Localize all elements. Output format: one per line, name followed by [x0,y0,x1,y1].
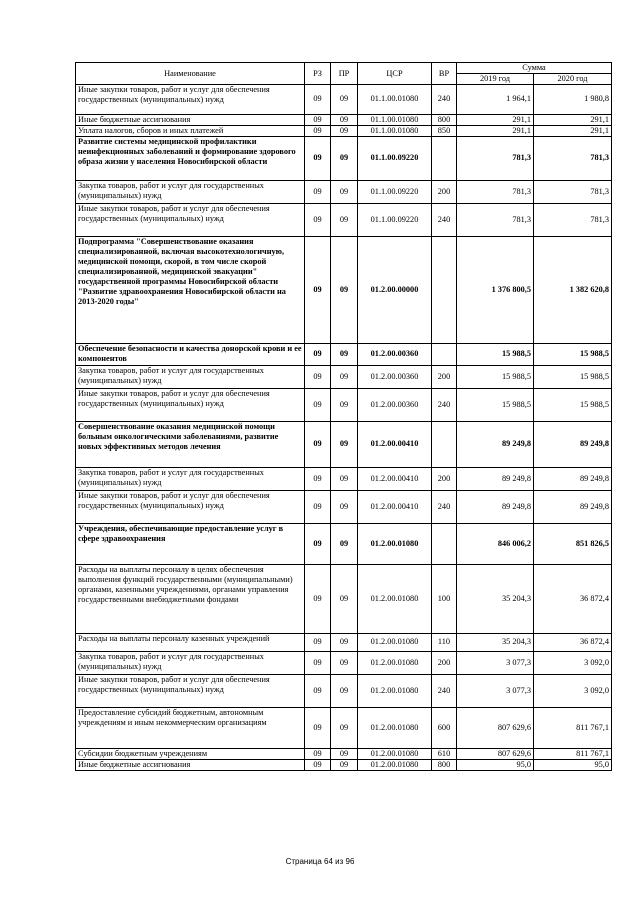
table-row [76,467,612,490]
table-body [76,84,612,770]
table-row [76,388,612,421]
table-row [76,236,612,343]
table-row [76,707,612,748]
row-csr: 01.2.00.00360 [358,343,432,365]
row-2020: 15 988,5 [534,365,612,388]
row-2020: 89 249,8 [534,467,612,490]
row-pr: 09 [331,84,358,114]
row-rz: 09 [305,343,331,365]
row-pr: 09 [331,564,358,633]
table-row [76,114,612,125]
row-2019: 781,3 [457,203,534,236]
row-2020: 811 767,1 [534,707,612,748]
row-vr: 200 [432,365,457,388]
row-2020: 36 872,4 [534,633,612,651]
row-pr: 09 [331,674,358,707]
row-2019: 291,1 [457,114,534,125]
row-csr: 01.2.00.00000 [358,236,432,343]
row-csr: 01.2.00.01080 [358,633,432,651]
row-2020: 15 988,5 [534,388,612,421]
row-csr: 01.1.00.09220 [358,136,432,180]
row-2019: 291,1 [457,125,534,136]
table-header [76,63,612,85]
row-2019: 781,3 [457,136,534,180]
row-pr: 09 [331,633,358,651]
row-rz: 09 [305,180,331,203]
row-name: Развитие системы медицинской профилактики неинфекционных заболеваний и формирование здорового образа жизни у населения Новосибирской области [76,136,305,180]
row-rz: 09 [305,651,331,674]
row-rz: 09 [305,136,331,180]
header-2019: 2019 год [457,73,534,84]
row-rz: 09 [305,114,331,125]
row-name: Иные закупки товаров, работ и услуг для обеспечения государственных (муниципальных) нужд [76,203,305,236]
table-row [76,490,612,523]
row-vr: 100 [432,564,457,633]
row-rz: 09 [305,523,331,564]
row-csr: 01.1.00.09220 [358,203,432,236]
row-pr: 09 [331,421,358,467]
row-rz: 09 [305,388,331,421]
row-2020: 3 092,0 [534,651,612,674]
row-csr: 01.2.00.01080 [358,759,432,770]
row-vr: 610 [432,748,457,759]
row-2019: 3 077,3 [457,674,534,707]
row-name: Закупка товаров, работ и услуг для государственных (муниципальных) нужд [76,180,305,203]
table-row [76,748,612,759]
row-csr: 01.2.00.01080 [358,748,432,759]
row-rz: 09 [305,759,331,770]
row-pr: 09 [331,203,358,236]
row-pr: 09 [331,748,358,759]
row-vr: 200 [432,180,457,203]
row-vr: 800 [432,114,457,125]
row-vr: 850 [432,125,457,136]
row-pr: 09 [331,651,358,674]
row-rz: 09 [305,203,331,236]
row-name: Учреждения, обеспечивающие предоставление услуг в сфере здравоохранения [76,523,305,564]
table-row [76,633,612,651]
row-name: Расходы на выплаты персоналу в целях обеспечения выполнения функций государственными (муниципальными) органами, казенными учреждениями, органами управления государственными внебюджетными фондами [76,564,305,633]
header-csr: ЦСР [358,63,432,85]
table-row [76,759,612,770]
row-name: Предоставление субсидий бюджетным, автономным учреждениям и иным некоммерческим организациям [76,707,305,748]
row-2019: 846 006,2 [457,523,534,564]
row-name: Иные закупки товаров, работ и услуг для обеспечения государственных (муниципальных) нужд [76,84,305,114]
row-2019: 1 964,1 [457,84,534,114]
row-2020: 1 382 620,8 [534,236,612,343]
row-name: Совершенствование оказания медицинской помощи больным онкологическими заболеваниями, развитие новых эффективных методов лечения [76,421,305,467]
row-2020: 291,1 [534,114,612,125]
header-name: Наименование [76,63,305,85]
row-2020: 781,3 [534,136,612,180]
row-csr: 01.2.00.00410 [358,421,432,467]
row-pr: 09 [331,180,358,203]
row-rz: 09 [305,564,331,633]
row-rz: 09 [305,633,331,651]
row-pr: 09 [331,365,358,388]
row-pr: 09 [331,467,358,490]
row-pr: 09 [331,136,358,180]
row-vr: 240 [432,203,457,236]
header-pr: ПР [331,63,358,85]
row-2019: 89 249,8 [457,421,534,467]
row-csr: 01.2.00.01080 [358,707,432,748]
budget-table [75,62,612,771]
row-2019: 807 629,6 [457,707,534,748]
row-2019: 89 249,8 [457,467,534,490]
row-2020: 95,0 [534,759,612,770]
row-csr: 01.2.00.00360 [358,388,432,421]
row-name: Иные закупки товаров, работ и услуг для обеспечения государственных (муниципальных) нужд [76,490,305,523]
row-csr: 01.1.00.01080 [358,114,432,125]
row-2019: 781,3 [457,180,534,203]
row-rz: 09 [305,365,331,388]
row-pr: 09 [331,114,358,125]
row-vr [432,236,457,343]
row-name: Иные закупки товаров, работ и услуг для обеспечения государственных (муниципальных) нужд [76,674,305,707]
row-2019: 1 376 800,5 [457,236,534,343]
row-2019: 15 988,5 [457,388,534,421]
row-pr: 09 [331,343,358,365]
row-2020: 89 249,8 [534,490,612,523]
row-pr: 09 [331,388,358,421]
row-name: Закупка товаров, работ и услуг для государственных (муниципальных) нужд [76,467,305,490]
row-vr: 240 [432,674,457,707]
row-csr: 01.1.00.01080 [358,125,432,136]
row-2019: 35 204,3 [457,564,534,633]
row-vr: 240 [432,84,457,114]
table-row [76,136,612,180]
row-rz: 09 [305,84,331,114]
row-vr: 600 [432,707,457,748]
row-vr: 110 [432,633,457,651]
row-2020: 851 826,5 [534,523,612,564]
row-rz: 09 [305,236,331,343]
row-2020: 811 767,1 [534,748,612,759]
table-row [76,203,612,236]
row-2020: 291,1 [534,125,612,136]
row-2019: 15 988,5 [457,343,534,365]
row-rz: 09 [305,674,331,707]
table-row [76,564,612,633]
row-pr: 09 [331,125,358,136]
row-csr: 01.2.00.01080 [358,564,432,633]
row-pr: 09 [331,236,358,343]
row-name: Иные бюджетные ассигнования [76,114,305,125]
row-name: Иные бюджетные ассигнования [76,759,305,770]
header-vr: ВР [432,63,457,85]
row-name: Закупка товаров, работ и услуг для государственных (муниципальных) нужд [76,365,305,388]
table-row [76,180,612,203]
row-2019: 35 204,3 [457,633,534,651]
row-2019: 89 249,8 [457,490,534,523]
table-row [76,651,612,674]
row-vr: 800 [432,759,457,770]
page-number: Страница 64 из 96 [285,857,355,866]
row-2019: 15 988,5 [457,365,534,388]
table-row [76,674,612,707]
row-name: Иные закупки товаров, работ и услуг для обеспечения государственных (муниципальных) нужд [76,388,305,421]
row-name: Субсидии бюджетным учреждениям [76,748,305,759]
table-row [76,523,612,564]
row-pr: 09 [331,759,358,770]
row-vr [432,421,457,467]
row-pr: 09 [331,707,358,748]
row-csr: 01.2.00.01080 [358,523,432,564]
row-name: Закупка товаров, работ и услуг для государственных (муниципальных) нужд [76,651,305,674]
table-row [76,343,612,365]
row-vr [432,136,457,180]
row-vr: 240 [432,388,457,421]
row-rz: 09 [305,490,331,523]
row-rz: 09 [305,707,331,748]
row-csr: 01.2.00.00410 [358,490,432,523]
table-row [76,365,612,388]
header-2020: 2020 год [534,73,612,84]
row-name: Обеспечение безопасности и качества донорской крови и ее компонентов [76,343,305,365]
row-2020: 1 980,8 [534,84,612,114]
row-2019: 95,0 [457,759,534,770]
row-2020: 781,3 [534,203,612,236]
row-vr: 200 [432,651,457,674]
table-row [76,421,612,467]
row-2019: 3 077,3 [457,651,534,674]
header-rz: РЗ [305,63,331,85]
row-csr: 01.1.00.09220 [358,180,432,203]
row-rz: 09 [305,748,331,759]
row-2020: 3 092,0 [534,674,612,707]
table-row [76,125,612,136]
row-vr: 200 [432,467,457,490]
table-row [76,84,612,114]
row-name: Расходы на выплаты персоналу казенных учреждений [76,633,305,651]
row-csr: 01.1.00.01080 [358,84,432,114]
row-2020: 781,3 [534,180,612,203]
row-csr: 01.2.00.01080 [358,674,432,707]
row-name: Уплата налогов, сборов и иных платежей [76,125,305,136]
row-vr [432,343,457,365]
row-2020: 89 249,8 [534,421,612,467]
header-sum: Сумма [457,63,612,74]
row-2019: 807 629,6 [457,748,534,759]
row-pr: 09 [331,490,358,523]
row-rz: 09 [305,125,331,136]
row-csr: 01.2.00.01080 [358,651,432,674]
row-vr [432,523,457,564]
row-pr: 09 [331,523,358,564]
row-name: Подпрограмма "Совершенствование оказания специализированной, включая высокотехнологичную, медицинской помощи, скорой, в том числе скорой специализированной, медицинской эвакуации" государственной программы Новосибирской области "Развитие здравоохранения Новосибирской области на 2013-2020 годы" [76,236,305,343]
row-vr: 240 [432,490,457,523]
row-csr: 01.2.00.00360 [358,365,432,388]
row-rz: 09 [305,421,331,467]
row-csr: 01.2.00.00410 [358,467,432,490]
row-2020: 36 872,4 [534,564,612,633]
row-2020: 15 988,5 [534,343,612,365]
row-rz: 09 [305,467,331,490]
